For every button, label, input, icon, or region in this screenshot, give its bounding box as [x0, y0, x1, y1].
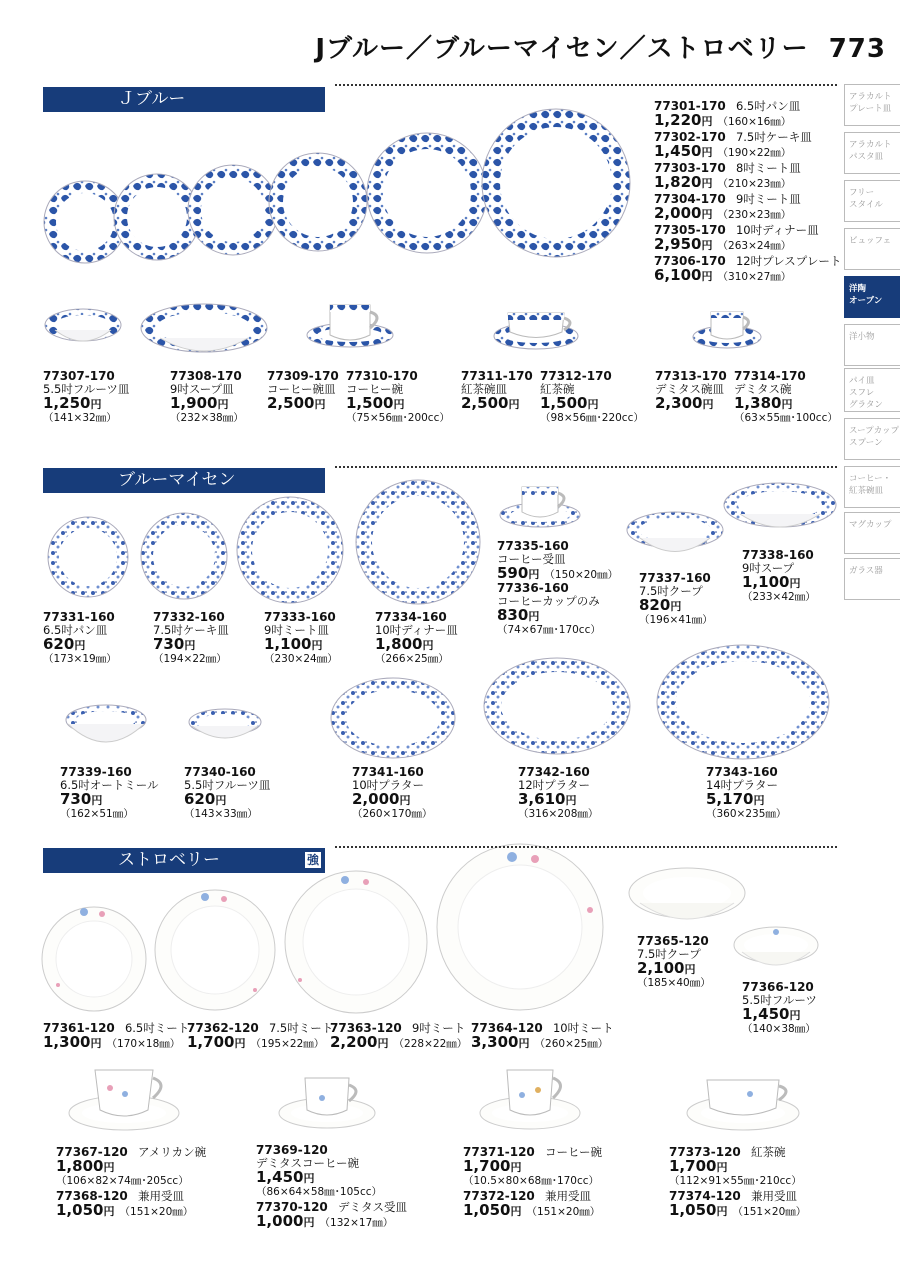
list-item: [654, 268, 841, 284]
product-price: 1,800円: [56, 1157, 115, 1175]
sb-coupe: [629, 868, 745, 919]
side-tab-mug[interactable]: マグカップ: [844, 512, 900, 554]
product-77369-77370: [256, 1144, 407, 1230]
product-size: （266×25㎜）: [375, 653, 449, 665]
product-name: 9吋スープ皿: [170, 382, 234, 396]
product-price: 1,050円: [463, 1201, 522, 1219]
product-size: （260×170㎜）: [352, 808, 433, 820]
product-code: 77302-170: [654, 130, 726, 144]
product-price: 1,900円: [170, 394, 229, 412]
product-77373-77374: [669, 1144, 806, 1219]
product-77343: [706, 766, 786, 821]
product-77371-77372: [463, 1144, 602, 1219]
product-size: （74×67㎜･170cc）: [497, 624, 601, 636]
section-header-strawberry: [43, 848, 325, 873]
section-title: Ｊブルー: [118, 89, 186, 109]
product-size: （160×16㎜）: [717, 116, 792, 128]
product-size: （75×56㎜･200cc）: [346, 412, 450, 424]
product-77365: [637, 935, 711, 990]
product-77332: [153, 611, 229, 666]
product-name: コーヒー碗: [544, 1145, 602, 1159]
product-name: 5.5吋フルーツ: [742, 993, 817, 1007]
jblue-plate-10: [367, 133, 487, 253]
bm-plate-9: [237, 497, 343, 603]
product-name: 10吋プラター: [352, 778, 425, 792]
product-name: 10吋ミート: [552, 1021, 614, 1035]
section-header-bluemeissen: [43, 468, 325, 493]
product-price: 1,000円: [256, 1212, 315, 1230]
product-price: 1,050円: [669, 1201, 728, 1219]
product-code: 77373-120: [669, 1145, 741, 1159]
product-77334: [375, 611, 458, 666]
bm-plate-6-5: [48, 517, 128, 597]
product-77364: [471, 1020, 614, 1051]
product-77313: [655, 370, 727, 412]
product-code: 77340-160: [184, 765, 256, 779]
product-size: （10.5×80×68㎜･170cc）: [463, 1175, 600, 1187]
strength-badge: 強: [306, 853, 319, 867]
product-name: 紅茶碗皿: [461, 382, 507, 396]
jblue-plate-6-5: [44, 181, 126, 263]
product-code: 77369-120: [256, 1143, 328, 1157]
bm-platter-12: [484, 658, 630, 754]
jblue-plate-12: [482, 109, 630, 257]
side-tab-buffet[interactable]: ビュッフェ: [844, 228, 900, 270]
list-item: [654, 206, 841, 222]
product-price: 620円: [43, 635, 86, 653]
product-77338: [742, 549, 816, 604]
product-name: 10吋ディナー皿: [735, 223, 819, 237]
side-tab-coffee-tea[interactable]: コーヒー・ 紅茶碗皿: [844, 466, 900, 508]
product-price: 3,300円: [471, 1033, 530, 1051]
product-price: 1,100円: [742, 573, 801, 591]
product-size: （230×23㎜）: [717, 209, 792, 221]
product-size: （141×32㎜）: [43, 412, 117, 424]
product-77366: [742, 981, 817, 1036]
jblue-plate-list: [654, 98, 841, 284]
product-code: 77332-160: [153, 610, 225, 624]
product-code: 77331-160: [43, 610, 115, 624]
product-name: 兼用受皿: [750, 1189, 797, 1203]
bm-platter-14: [657, 645, 829, 759]
product-code: 77371-120: [463, 1145, 535, 1159]
product-code: 77339-160: [60, 765, 132, 779]
product-price: 2,950円: [654, 235, 713, 253]
product-code: 77374-120: [669, 1189, 741, 1203]
product-size: （210×23㎜）: [717, 178, 792, 190]
product-code: 77365-120: [637, 934, 709, 948]
product-name: デミタス碗: [734, 382, 792, 396]
bm-plate-10: [356, 480, 480, 604]
product-77340: [184, 766, 270, 821]
product-code: 77309-170: [267, 369, 339, 383]
bm-soup: [724, 483, 836, 527]
product-name: デミタス受皿: [337, 1200, 407, 1214]
product-code: 77335-160: [497, 539, 569, 553]
product-name: 10吋ディナー皿: [375, 623, 458, 637]
product-code: 77312-170: [540, 369, 612, 383]
product-name: 7.5吋クープ: [637, 947, 701, 961]
product-name: 7.5吋ケーキ皿: [735, 130, 812, 144]
sb-american-cup: [69, 1070, 179, 1130]
side-tab-glass[interactable]: ガラス器: [844, 558, 900, 600]
product-code: 77341-160: [352, 765, 424, 779]
bm-coupe: [627, 512, 723, 552]
product-price: 1,500円: [346, 394, 405, 412]
product-name: 兼用受皿: [544, 1189, 591, 1203]
product-name: 7.5吋ミート: [268, 1021, 334, 1035]
product-size: （263×24㎜）: [717, 240, 792, 252]
product-size: （151×20㎜）: [526, 1206, 601, 1218]
product-code: 77362-120: [187, 1021, 259, 1035]
sb-plate-9: [285, 871, 427, 1013]
sb-fruit: [734, 927, 818, 965]
product-size: （106×82×74㎜･205cc）: [56, 1175, 189, 1187]
product-name: コーヒーカップのみ: [497, 594, 600, 608]
product-size: （170×18㎜）: [106, 1038, 181, 1050]
product-price: 730円: [153, 635, 196, 653]
side-tab-free-style[interactable]: フリー スタイル: [844, 180, 900, 222]
product-price: 1,250円: [43, 394, 102, 412]
product-name: 7.5吋クープ: [639, 584, 703, 598]
product-name: 5.5吋フルーツ皿: [184, 778, 271, 792]
product-size: （194×22㎜）: [153, 653, 227, 665]
product-price: 730円: [60, 790, 103, 808]
product-code: 77305-170: [654, 223, 726, 237]
product-code: 77338-160: [742, 548, 814, 562]
list-item: [654, 113, 841, 129]
product-price: 1,700円: [669, 1157, 728, 1175]
product-code: 77308-170: [170, 369, 242, 383]
product-name: コーヒー碗皿: [267, 382, 336, 396]
product-price: 1,450円: [742, 1005, 801, 1023]
product-size: （185×40㎜）: [637, 977, 711, 989]
product-size: （190×22㎜）: [717, 147, 792, 159]
list-item: [654, 175, 841, 191]
sb-tea-cup: [687, 1080, 799, 1130]
bm-oatmeal: [66, 705, 146, 742]
list-item: [654, 237, 841, 253]
product-77314: [734, 370, 838, 425]
product-size: （195×22㎜）: [250, 1038, 325, 1050]
product-size: （132×17㎜）: [319, 1217, 394, 1229]
product-name: 9吋スープ: [742, 561, 795, 575]
product-77339: [60, 766, 159, 821]
sb-coffee-cup: [480, 1070, 580, 1129]
product-size: （150×20㎜）: [544, 569, 619, 581]
product-size: （86×64×58㎜･105cc）: [256, 1186, 383, 1198]
product-size: （140×38㎜）: [742, 1023, 816, 1035]
product-price: 2,000円: [352, 790, 411, 808]
product-size: （151×20㎜）: [732, 1206, 807, 1218]
sb-plate-10: [437, 844, 603, 1010]
product-code: 77313-170: [655, 369, 727, 383]
product-code: 77363-120: [330, 1021, 402, 1035]
product-77308: [170, 370, 244, 425]
product-price: 830円: [497, 606, 540, 624]
jblue-demitasse-cup: [693, 312, 761, 348]
product-size: （233×42㎜）: [742, 591, 816, 603]
product-price: 590円: [497, 564, 540, 582]
product-size: （173×19㎜）: [43, 653, 117, 665]
product-price: 1,820円: [654, 173, 713, 191]
product-77342: [518, 766, 598, 821]
product-77331: [43, 611, 117, 666]
product-77363: [330, 1020, 467, 1051]
product-price: 2,200円: [330, 1033, 389, 1051]
product-size: （360×235㎜）: [706, 808, 787, 820]
product-code: 77364-120: [471, 1021, 543, 1035]
product-name: 12吋プレスプレート: [735, 254, 842, 268]
product-name: 5.5吋フルーツ皿: [43, 382, 130, 396]
product-code: 77337-160: [639, 571, 711, 585]
product-price: 2,500円: [461, 394, 520, 412]
section-divider: [335, 466, 837, 468]
product-size: （112×91×55㎜･210cc）: [669, 1175, 802, 1187]
jblue-plate-9: [269, 153, 367, 251]
product-code: 77361-120: [43, 1021, 115, 1035]
product-77361: [43, 1020, 189, 1051]
product-name: 9吋ミート皿: [264, 623, 329, 637]
product-name: 8吋ミート皿: [735, 161, 801, 175]
product-code: 77303-170: [654, 161, 726, 175]
product-size: （151×20㎜）: [119, 1206, 194, 1218]
product-price: 1,220円: [654, 111, 713, 129]
product-price: 1,800円: [375, 635, 434, 653]
product-77333: [264, 611, 338, 666]
product-code: 77311-170: [461, 369, 533, 383]
product-name: 6.5吋パン皿: [43, 623, 108, 637]
section-header-jblue: [43, 87, 325, 112]
bm-plate-7-5: [141, 513, 227, 599]
product-size: （143×33㎜）: [184, 808, 258, 820]
product-name: 7.5吋ケーキ皿: [153, 623, 229, 637]
product-77312: [540, 370, 644, 425]
product-code: 77307-170: [43, 369, 115, 383]
side-tab-western-oven[interactable]: 洋陶 オーブン: [844, 276, 900, 318]
product-code: 77304-170: [654, 192, 726, 206]
product-price: 820円: [639, 596, 682, 614]
list-item: [654, 144, 841, 160]
sb-plate-6-5: [42, 907, 146, 1011]
product-price: 1,500円: [540, 394, 599, 412]
product-size: （196×41㎜）: [639, 614, 713, 626]
product-size: （228×22㎜）: [393, 1038, 468, 1050]
product-code: 77306-170: [654, 254, 726, 268]
product-code: 77334-160: [375, 610, 447, 624]
product-name: 6.5吋ミート: [124, 1021, 190, 1035]
product-price: 2,500円: [267, 394, 326, 412]
product-price: 1,700円: [187, 1033, 246, 1051]
product-price: 1,380円: [734, 394, 793, 412]
product-code: 77336-160: [497, 581, 569, 595]
side-tab-pie-souffle-gratin[interactable]: パイ皿 スフレ グラタン: [844, 368, 900, 412]
product-size: （310×27㎜）: [717, 271, 792, 283]
product-name: 9吋ミート: [411, 1021, 466, 1035]
product-size: （98×56㎜･220cc）: [540, 412, 644, 424]
product-size: （260×25㎜）: [534, 1038, 609, 1050]
sb-plate-7-5: [155, 890, 275, 1010]
product-code: 77343-160: [706, 765, 778, 779]
product-price: 2,000円: [654, 204, 713, 222]
product-price: 620円: [184, 790, 227, 808]
bm-coffee-cup: [500, 487, 580, 527]
product-name: デミタスコーヒー碗: [256, 1156, 360, 1170]
product-price: 2,100円: [637, 959, 696, 977]
product-77309: [267, 370, 339, 412]
side-tab-western-small[interactable]: 洋小物: [844, 324, 900, 366]
product-size: （162×51㎜）: [60, 808, 134, 820]
product-code: 77368-120: [56, 1189, 128, 1203]
page-number: 773: [828, 34, 886, 64]
jblue-tea-cup: [494, 313, 578, 349]
product-code: 77333-160: [264, 610, 336, 624]
product-77341: [352, 766, 432, 821]
jblue-fruit-bowl: [45, 309, 121, 341]
product-price: 5,170円: [706, 790, 765, 808]
product-size: （232×38㎜）: [170, 412, 244, 424]
side-tab-a-la-carte-pasta[interactable]: アラカルト パスタ皿: [844, 132, 900, 174]
page-title-text: Jブルー／ブルーマイセン／ストロベリー: [315, 34, 809, 64]
product-size: （230×24㎜）: [264, 653, 338, 665]
side-tab-soup-cup[interactable]: スープカップ スプーン: [844, 418, 900, 460]
section-title: ブルーマイセン: [118, 470, 236, 490]
sb-demitasse-cup: [279, 1078, 375, 1128]
jblue-soup-plate: [141, 304, 267, 352]
section-title: ストロベリー: [118, 850, 220, 870]
product-77367-77368: [56, 1144, 206, 1219]
product-name: 6.5吋パン皿: [735, 99, 801, 113]
bm-fruit: [189, 709, 261, 738]
product-price: 2,300円: [655, 394, 714, 412]
jblue-coffee-cup: [307, 305, 393, 347]
product-price: 1,300円: [43, 1033, 102, 1051]
product-price: 1,050円: [56, 1201, 115, 1219]
product-name: デミタス碗皿: [655, 382, 724, 396]
product-name: 14吋プラター: [706, 778, 779, 792]
product-price: 1,450円: [256, 1168, 315, 1186]
product-name: コーヒー受皿: [497, 552, 566, 566]
section-divider: [335, 846, 837, 848]
jblue-plate-8: [188, 165, 278, 255]
product-77311: [461, 370, 533, 412]
product-code: 77342-160: [518, 765, 590, 779]
product-name: コーヒー碗: [346, 382, 404, 396]
bm-platter-10: [331, 678, 455, 758]
product-price: 6,100円: [654, 266, 713, 284]
product-price: 1,700円: [463, 1157, 522, 1175]
product-code: 77301-170: [654, 99, 726, 113]
product-77335-77336: [497, 540, 618, 637]
side-tab-a-la-carte-plate[interactable]: アラカルト プレート皿: [844, 84, 900, 126]
product-name: アメリカン碗: [137, 1145, 207, 1159]
product-name: 9吋ミート皿: [735, 192, 801, 206]
product-77337: [639, 572, 713, 627]
product-code: 77366-120: [742, 980, 814, 994]
product-code: 77367-120: [56, 1145, 128, 1159]
product-code: 77314-170: [734, 369, 806, 383]
product-name: 6.5吋オートミール: [60, 778, 159, 792]
product-code: 77372-120: [463, 1189, 535, 1203]
product-name: 紅茶碗: [750, 1145, 786, 1159]
product-77310: [346, 370, 450, 425]
product-name: 12吋プラター: [518, 778, 591, 792]
product-size: （63×55㎜･100cc）: [734, 412, 838, 424]
product-size: （316×208㎜）: [518, 808, 599, 820]
jblue-plate-7-5: [114, 174, 200, 260]
product-code: 77310-170: [346, 369, 418, 383]
product-77307: [43, 370, 129, 425]
product-77362: [187, 1020, 333, 1051]
product-price: 1,100円: [264, 635, 323, 653]
product-code: 77370-120: [256, 1200, 328, 1214]
product-name: 兼用受皿: [137, 1189, 184, 1203]
product-name: 紅茶碗: [540, 382, 575, 396]
product-price: 1,450円: [654, 142, 713, 160]
product-price: 3,610円: [518, 790, 577, 808]
